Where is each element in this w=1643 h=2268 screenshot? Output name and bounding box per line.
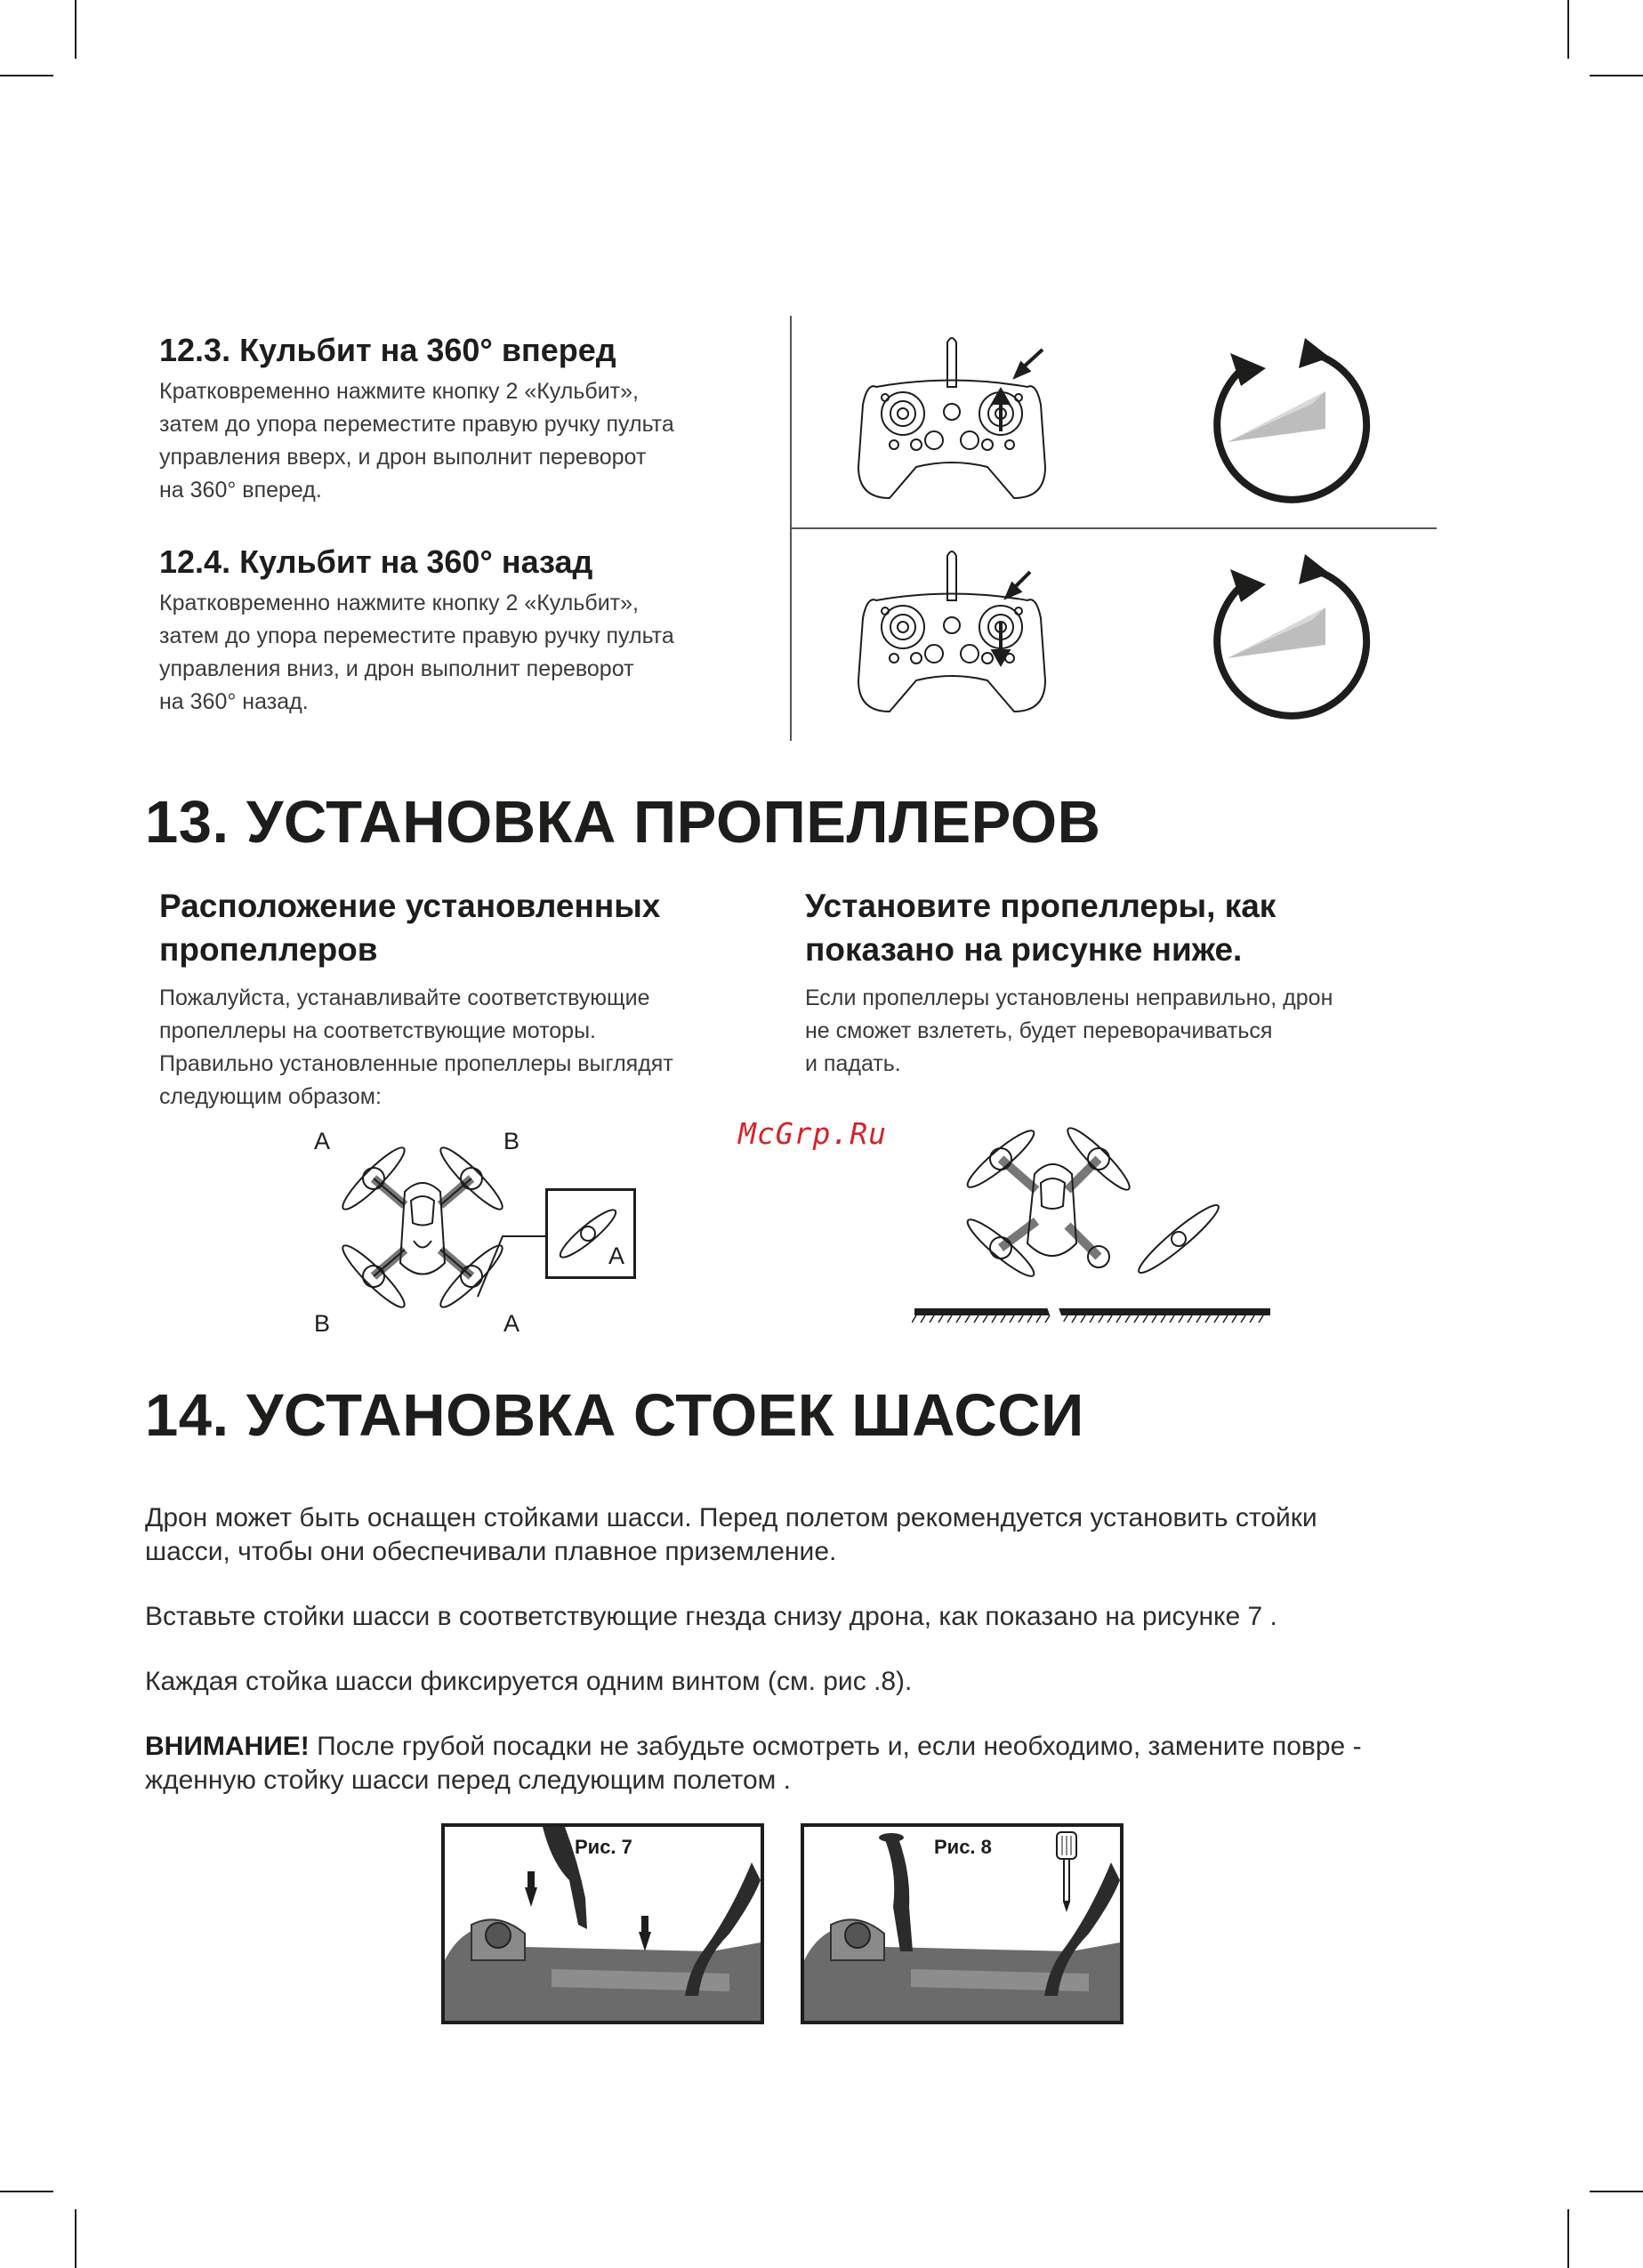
text-line: на 360° назад. [159, 689, 309, 714]
horizontal-divider [790, 527, 1437, 529]
text-line: не сможет взлететь, будет переворачиваться [805, 1018, 1273, 1043]
crop-mark [1567, 0, 1569, 59]
text-line: управления вверх, и дрон выполнит переворот [159, 445, 647, 470]
section-13-title: 13. УСТАНОВКА ПРОПЕЛЛЕРОВ [145, 789, 1101, 856]
warning-label: ВНИМАНИЕ! [145, 1732, 310, 1761]
crop-mark [1590, 2191, 1643, 2192]
warning-line [145, 1730, 1479, 1764]
label-bottom-left: B [314, 1310, 331, 1337]
text-line: Дрон может быть оснащен стойками шасси. Перед полетом рекомендуется установить стойки [145, 1503, 1317, 1532]
crop-mark [75, 0, 77, 59]
label-bottom-right: A [503, 1310, 520, 1337]
text-line: Вставьте стойки шасси в соответствующие гнезда снизу дрона, как показано на рисунке 7 . [145, 1602, 1277, 1631]
section-13-right-subtitle: Установите пропеллеры, как [805, 888, 1277, 924]
figure-8-caption: Рис. 8 [934, 1836, 992, 1858]
crop-mark [75, 2209, 77, 2268]
text-line: Если пропеллеры установлены неправильно, дрон [805, 985, 1333, 1010]
figure-7 [441, 1823, 764, 2024]
controller-up-illustration [854, 334, 1050, 507]
label-top-right: B [503, 1128, 520, 1154]
text-line: Пожалуйста, устанавливайте соответствующие [159, 985, 650, 1010]
section-12-3-heading: 12.3. Кульбит на 360° вперед [159, 332, 616, 368]
text-line: Кратковременно нажмите кнопку 2 «Кульбит», [159, 379, 639, 404]
section-12-4-text [159, 543, 782, 719]
crop-mark [1590, 75, 1643, 76]
section-13-left-subtitle: пропеллеров [159, 931, 378, 968]
crop-mark [0, 2191, 53, 2192]
watermark: McGrp.Ru [738, 1116, 887, 1151]
crop-mark [0, 75, 53, 76]
flip-backward-icon [1196, 547, 1374, 725]
text-line: шасси, чтобы они обеспечивали плавное приземление. [145, 1537, 837, 1566]
text-line: управления вниз, и дрон выполнит переворот [159, 656, 634, 681]
warning-text: После грубой посадки не забудьте осмотреть и, если необходимо, замените повре - [309, 1732, 1362, 1761]
section-13-left-subtitle: Расположение установленных [159, 888, 661, 924]
text-line: Каждая стойка шасси фиксируется одним винтом (см. рис .8). [145, 1667, 913, 1696]
text-line: следующим образом: [159, 1084, 382, 1109]
section-14-body [145, 1501, 1479, 1798]
text-line: на 360° вперед. [159, 478, 322, 503]
label-top-left: A [314, 1128, 331, 1154]
inset-leader-line [476, 1227, 547, 1299]
section-13-right [805, 884, 1446, 1081]
text-line: затем до упора переместите правую ручку пульта [159, 623, 674, 648]
crop-mark [1567, 2209, 1569, 2268]
text-line: затем до упора переместите правую ручку пульта [159, 412, 674, 437]
text-line: жденную стойку шасси перед следующим полетом . [145, 1765, 791, 1795]
text-line: и падать. [805, 1051, 901, 1076]
section-12-4-heading: 12.4. Кульбит на 360° назад [159, 543, 593, 580]
section-13-left [159, 884, 782, 1114]
propeller-inset [545, 1188, 636, 1279]
text-line: Правильно установленные пропеллеры выглядят [159, 1051, 673, 1076]
flip-forward-icon [1196, 331, 1374, 509]
label-inset: A [608, 1243, 625, 1269]
text-line: Кратковременно нажмите кнопку 2 «Кульбит», [159, 591, 639, 615]
section-13-right-subtitle: показано на рисунке ниже. [805, 931, 1243, 968]
figure-7-caption: Рис. 7 [575, 1836, 632, 1858]
controller-down-illustration [854, 547, 1050, 720]
section-12-3-text [159, 331, 782, 507]
text-line: пропеллеры на соответствующие моторы. [159, 1018, 596, 1043]
figure-8 [801, 1823, 1124, 2024]
drone-crashed-illustration [912, 1119, 1277, 1323]
section-14-title: 14. УСТАНОВКА СТОЕК ШАССИ [145, 1382, 1084, 1449]
